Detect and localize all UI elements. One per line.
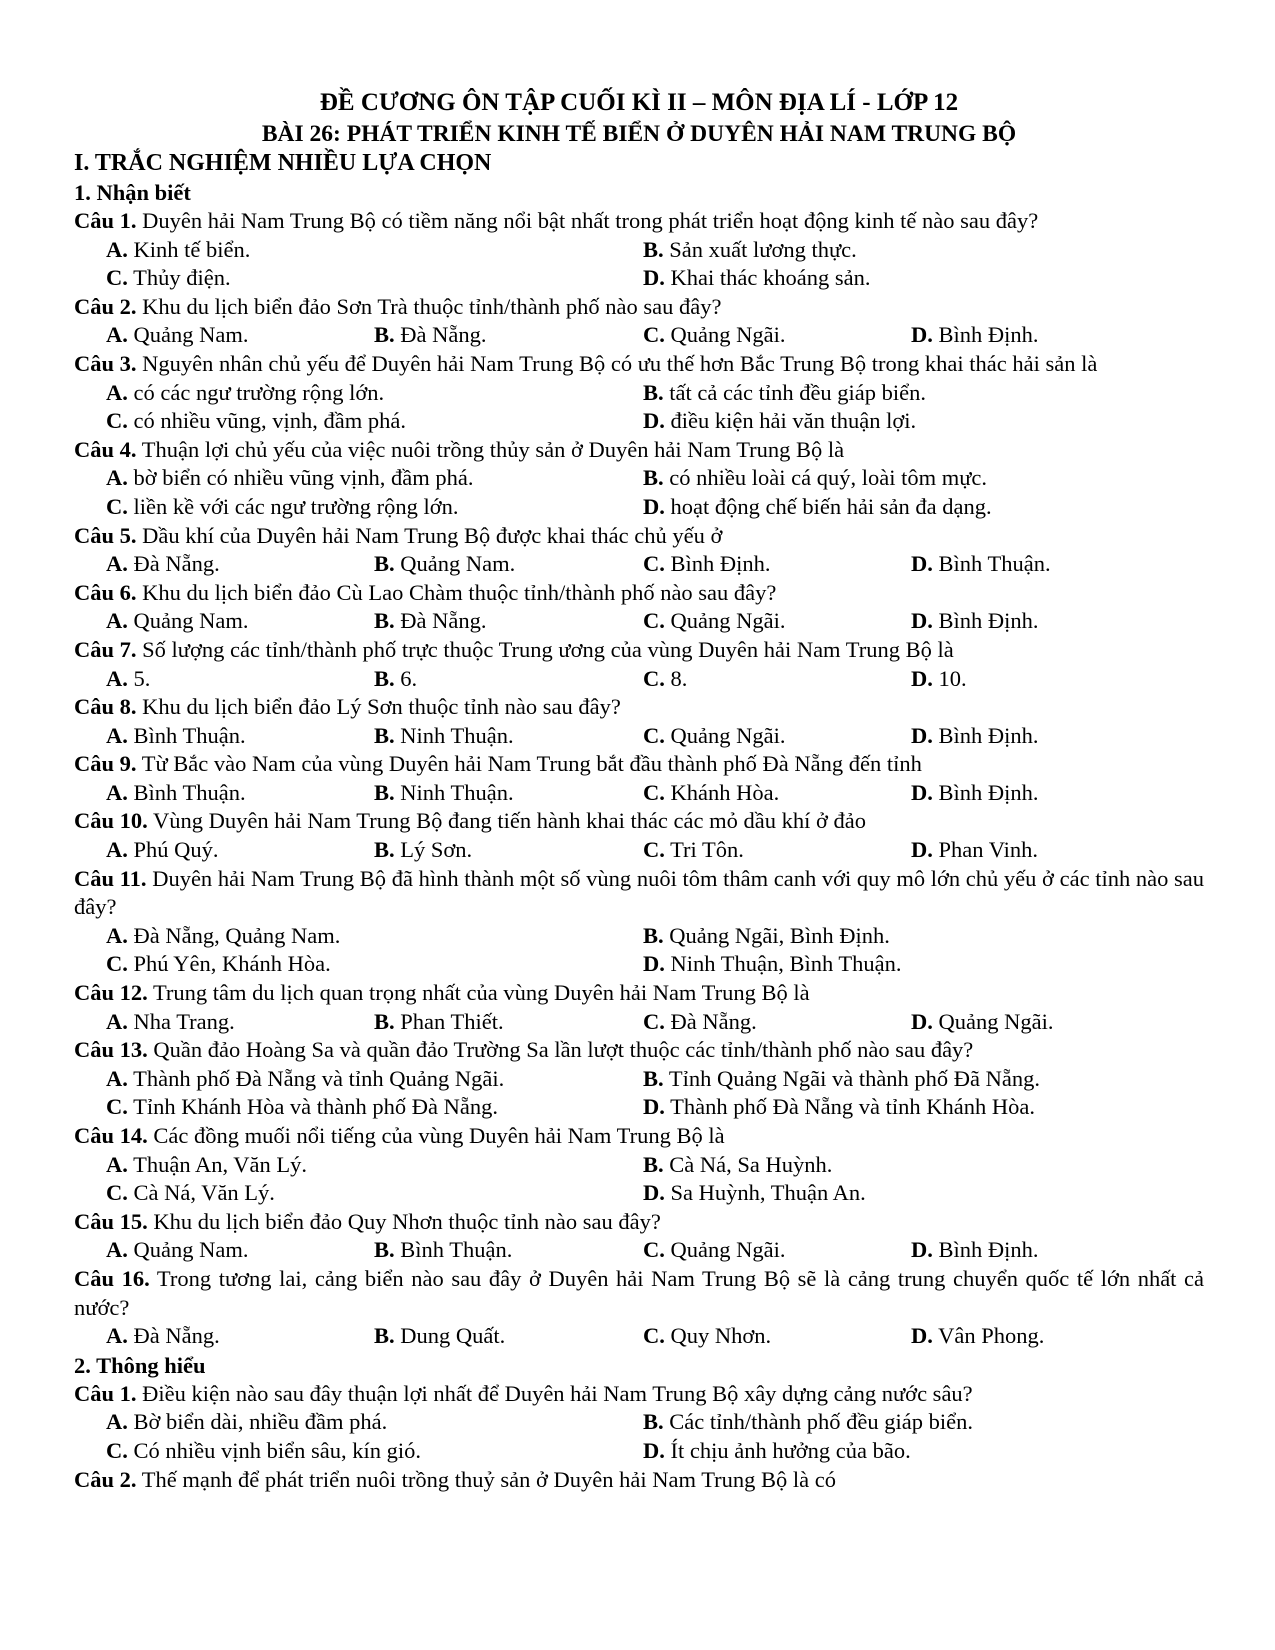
option-label: C. xyxy=(106,265,128,291)
answer-option xyxy=(374,779,643,808)
question-stem xyxy=(74,522,1204,551)
option-label: D. xyxy=(911,779,933,805)
answer-option xyxy=(106,1236,374,1265)
option-text: Quảng Nam. xyxy=(127,1237,249,1263)
answer-option xyxy=(643,665,911,694)
option-label: D. xyxy=(911,722,933,748)
option-text: Tri Tôn. xyxy=(664,837,744,863)
option-label: A. xyxy=(106,465,128,491)
option-label: A. xyxy=(106,236,128,262)
answer-options xyxy=(74,550,1204,579)
answer-option xyxy=(106,550,374,579)
answer-option xyxy=(374,1008,643,1037)
option-text: 10. xyxy=(932,665,967,691)
answer-option xyxy=(643,1437,1203,1466)
answer-option xyxy=(643,493,1203,522)
option-text: 8. xyxy=(664,665,688,691)
question-text: Khu du lịch biển đảo Quy Nhơn thuộc tỉnh nào sau đây? xyxy=(147,1208,661,1234)
question-stem xyxy=(74,293,1204,322)
question-stem xyxy=(74,636,1204,665)
question-text: Trong tương lai, cảng biển nào sau đây ở Duyên hải Nam Trung Bộ sẽ là cảng trung chuyển quốc tế lớn nhất cả nước? xyxy=(74,1265,1204,1320)
question-number: Câu 2. xyxy=(74,1466,137,1492)
option-text: Cà Ná, Sa Huỳnh. xyxy=(663,1151,833,1177)
answer-option xyxy=(106,236,643,265)
answer-options xyxy=(74,464,1204,521)
option-label: D. xyxy=(643,1180,665,1206)
option-label: D. xyxy=(911,608,933,634)
option-label: B. xyxy=(374,551,395,577)
option-label: B. xyxy=(374,779,395,805)
question-number: Câu 3. xyxy=(74,350,137,376)
question-text: Số lượng các tỉnh/thành phố trực thuộc Trung ương của vùng Duyên hải Nam Trung Bộ là xyxy=(136,636,954,662)
option-label: D. xyxy=(643,1437,665,1463)
answer-option xyxy=(106,1151,643,1180)
option-text: Bình Định. xyxy=(932,779,1039,805)
option-text: Cà Ná, Văn Lý. xyxy=(127,1180,275,1206)
answer-option xyxy=(374,836,643,865)
option-label: C. xyxy=(643,551,665,577)
option-text: 6. xyxy=(394,665,418,691)
answer-option xyxy=(106,1093,643,1122)
option-text: Bình Thuận. xyxy=(394,1237,513,1263)
answer-option xyxy=(643,321,911,350)
answer-option xyxy=(374,550,643,579)
answer-options xyxy=(74,779,1204,808)
option-text: bờ biển có nhiều vũng vịnh, đầm phá. xyxy=(127,465,474,491)
option-text: 5. xyxy=(127,665,151,691)
option-text: Thủy điện. xyxy=(127,265,231,291)
answer-option xyxy=(911,550,1201,579)
answer-option xyxy=(106,1408,643,1437)
answer-options xyxy=(74,665,1204,694)
answer-option xyxy=(643,722,911,751)
option-text: Bình Định. xyxy=(932,608,1039,634)
option-label: D. xyxy=(911,322,933,348)
option-text: Dung Quất. xyxy=(394,1323,506,1349)
answer-options xyxy=(74,321,1204,350)
question-stem xyxy=(74,207,1204,236)
option-label: A. xyxy=(106,722,128,748)
option-text: Đà Nẵng. xyxy=(394,322,487,348)
answer-options xyxy=(74,836,1204,865)
answer-option xyxy=(106,321,374,350)
option-text: có nhiều loài cá quý, loài tôm mực. xyxy=(663,465,988,491)
option-label: C. xyxy=(643,837,665,863)
answer-option xyxy=(643,550,911,579)
option-label: B. xyxy=(374,722,395,748)
answer-options xyxy=(74,1322,1204,1351)
question-text: Khu du lịch biển đảo Lý Sơn thuộc tỉnh nào sau đây? xyxy=(136,694,621,720)
option-text: Đà Nẵng. xyxy=(664,1008,757,1034)
option-label: C. xyxy=(106,408,128,434)
option-text: Quy Nhơn. xyxy=(664,1323,772,1349)
option-label: A. xyxy=(106,1323,128,1349)
answer-option xyxy=(374,1322,643,1351)
option-text: Kinh tế biển. xyxy=(127,236,251,262)
option-label: A. xyxy=(106,1237,128,1263)
option-label: A. xyxy=(106,379,128,405)
option-label: D. xyxy=(643,265,665,291)
option-text: Các tỉnh/thành phố đều giáp biển. xyxy=(663,1409,973,1435)
option-label: C. xyxy=(106,1437,128,1463)
option-text: Bình Định. xyxy=(932,1237,1039,1263)
option-label: B. xyxy=(374,837,395,863)
answer-option xyxy=(643,379,1203,408)
option-text: Ninh Thuận, Bình Thuận. xyxy=(664,951,902,977)
option-label: A. xyxy=(106,322,128,348)
answer-option xyxy=(374,321,643,350)
option-label: D. xyxy=(911,551,933,577)
option-text: Ninh Thuận. xyxy=(394,779,514,805)
answer-option xyxy=(106,1065,643,1094)
answer-option xyxy=(643,1093,1203,1122)
option-text: Bờ biển dài, nhiều đầm phá. xyxy=(127,1409,388,1435)
question-stem xyxy=(74,1466,1204,1495)
question-stem xyxy=(74,350,1204,379)
option-label: C. xyxy=(643,722,665,748)
question-number: Câu 12. xyxy=(74,980,148,1006)
question-text: Nguyên nhân chủ yếu để Duyên hải Nam Trung Bộ có ưu thế hơn Bắc Trung Bộ trong khai thác hải sản là xyxy=(136,350,1098,376)
answer-option xyxy=(643,464,1203,493)
answer-option xyxy=(106,950,643,979)
answer-option xyxy=(911,321,1201,350)
option-label: A. xyxy=(106,837,128,863)
document-page xyxy=(74,86,1204,1494)
answer-option xyxy=(911,1236,1201,1265)
option-text: Sa Huỳnh, Thuận An. xyxy=(664,1180,866,1206)
option-text: Quảng Ngãi. xyxy=(664,1237,786,1263)
option-text: Phan Thiết. xyxy=(394,1008,504,1034)
option-text: Thành phố Đà Nẵng và tỉnh Quảng Ngãi. xyxy=(127,1065,505,1091)
question-number: Câu 1. xyxy=(74,1380,137,1406)
option-text: Bình Định. xyxy=(664,551,771,577)
option-label: A. xyxy=(106,665,128,691)
question-stem xyxy=(74,1208,1204,1237)
section-heading: I. TRẮC NGHIỆM NHIỀU LỰA CHỌN xyxy=(74,150,492,176)
option-text: Quảng Ngãi. xyxy=(664,722,786,748)
option-label: A. xyxy=(106,1151,128,1177)
option-text: Đà Nẵng. xyxy=(394,608,487,634)
option-label: B. xyxy=(374,322,395,348)
answer-options xyxy=(74,1151,1204,1208)
answer-option xyxy=(106,779,374,808)
option-text: Khánh Hòa. xyxy=(664,779,780,805)
question-text: Thế mạnh để phát triển nuôi trồng thuỷ sản ở Duyên hải Nam Trung Bộ là có xyxy=(136,1466,837,1492)
answer-options xyxy=(74,1065,1204,1122)
option-label: B. xyxy=(374,1237,395,1263)
option-text: Bình Thuận. xyxy=(127,722,246,748)
option-text: Bình Định. xyxy=(932,322,1039,348)
question-number: Câu 16. xyxy=(74,1265,150,1291)
answer-option xyxy=(643,779,911,808)
option-label: D. xyxy=(643,951,665,977)
question-text: Dầu khí của Duyên hải Nam Trung Bộ được khai thác chủ yếu ở xyxy=(136,522,723,548)
option-label: A. xyxy=(106,779,128,805)
answer-option xyxy=(643,607,911,636)
option-label: D. xyxy=(911,1323,933,1349)
answer-option xyxy=(106,464,643,493)
option-label: C. xyxy=(106,1180,128,1206)
option-label: C. xyxy=(643,1008,665,1034)
answer-option xyxy=(106,922,643,951)
option-text: điều kiện hải văn thuận lợi. xyxy=(664,408,917,434)
question-text: Vùng Duyên hải Nam Trung Bộ đang tiến hành khai thác các mỏ dầu khí ở đảo xyxy=(147,808,866,834)
question-text: Quần đảo Hoàng Sa và quần đảo Trường Sa lần lượt thuộc các tỉnh/thành phố nào sau đây? xyxy=(147,1037,974,1063)
question-stem xyxy=(74,579,1204,608)
question-number: Câu 11. xyxy=(74,865,147,891)
answer-option xyxy=(643,836,911,865)
option-label: C. xyxy=(643,608,665,634)
option-label: C. xyxy=(106,951,128,977)
option-text: Phú Quý. xyxy=(127,837,219,863)
option-text: Thuận An, Văn Lý. xyxy=(127,1151,308,1177)
option-text: Đà Nẵng, Quảng Nam. xyxy=(127,922,341,948)
answer-option xyxy=(643,407,1203,436)
answer-option xyxy=(643,950,1203,979)
answer-options xyxy=(74,1408,1204,1465)
question-number: Câu 4. xyxy=(74,436,137,462)
question-stem xyxy=(74,807,1204,836)
question-stem xyxy=(74,1122,1204,1151)
answer-options xyxy=(74,922,1204,979)
option-label: B. xyxy=(643,465,664,491)
option-label: A. xyxy=(106,608,128,634)
option-text: Vân Phong. xyxy=(932,1323,1045,1349)
option-label: A. xyxy=(106,922,128,948)
question-text: Các đồng muối nổi tiếng của vùng Duyên hải Nam Trung Bộ là xyxy=(147,1123,725,1148)
option-label: A. xyxy=(106,1409,128,1435)
option-label: B. xyxy=(643,1151,664,1177)
option-label: C. xyxy=(643,1237,665,1263)
question-number: Câu 9. xyxy=(74,751,137,777)
question-number: Câu 13. xyxy=(74,1037,148,1063)
option-label: D. xyxy=(643,408,665,434)
answer-option xyxy=(374,722,643,751)
answer-option xyxy=(106,1322,374,1351)
answer-option xyxy=(106,1437,643,1466)
option-label: C. xyxy=(106,1094,128,1120)
answer-option xyxy=(911,779,1201,808)
option-text: Ninh Thuận. xyxy=(394,722,514,748)
option-text: tất cả các tỉnh đều giáp biển. xyxy=(663,379,927,405)
question-text: Trung tâm du lịch quan trọng nhất của vùng Duyên hải Nam Trung Bộ là xyxy=(147,980,810,1006)
option-label: D. xyxy=(911,1237,933,1263)
question-stem xyxy=(74,979,1204,1008)
question-text: Duyên hải Nam Trung Bộ có tiềm năng nổi bật nhất trong phát triển hoạt động kinh tế nào sau đây? xyxy=(136,208,1039,233)
option-text: Ít chịu ảnh hưởng của bão. xyxy=(664,1437,911,1463)
answer-option xyxy=(374,1236,643,1265)
question-number: Câu 15. xyxy=(74,1208,148,1234)
answer-option xyxy=(643,922,1203,951)
option-label: D. xyxy=(911,665,933,691)
option-label: A. xyxy=(106,1065,128,1091)
question-stem xyxy=(74,693,1204,722)
option-text: Tỉnh Quảng Ngãi và thành phố Đã Nẵng. xyxy=(663,1065,1041,1091)
option-label: B. xyxy=(643,1065,664,1091)
question-number: Câu 8. xyxy=(74,694,137,720)
option-label: B. xyxy=(374,608,395,634)
option-text: liền kề với các ngư trường rộng lớn. xyxy=(127,493,459,519)
answer-options xyxy=(74,236,1204,293)
answer-option xyxy=(643,264,1203,293)
level-heading: 2. Thông hiểu xyxy=(74,1352,206,1378)
question-text: Điều kiện nào sau đây thuận lợi nhất để Duyên hải Nam Trung Bộ xây dựng cảng nước sâu? xyxy=(136,1380,973,1406)
answer-option xyxy=(643,1322,911,1351)
question-stem xyxy=(74,1265,1204,1322)
option-text: Đà Nẵng. xyxy=(127,1323,220,1349)
option-label: C. xyxy=(643,665,665,691)
answer-option xyxy=(106,607,374,636)
option-text: Quảng Ngãi. xyxy=(664,322,786,348)
question-stem xyxy=(74,750,1204,779)
option-text: Bình Định. xyxy=(932,722,1039,748)
answer-options xyxy=(74,1236,1204,1265)
option-label: B. xyxy=(643,236,664,262)
lesson-subtitle: BÀI 26: PHÁT TRIỂN KINH TẾ BIỂN Ở DUYÊN HẢI NAM TRUNG BỘ xyxy=(261,121,1017,147)
option-text: Có nhiều vịnh biển sâu, kín gió. xyxy=(127,1437,421,1463)
answer-option xyxy=(374,607,643,636)
answer-options xyxy=(74,1008,1204,1037)
question-text: Thuận lợi chủ yếu của việc nuôi trồng thủy sản ở Duyên hải Nam Trung Bộ là xyxy=(136,436,845,462)
answer-option xyxy=(643,1065,1203,1094)
answer-option xyxy=(643,1151,1203,1180)
question-text: Duyên hải Nam Trung Bộ đã hình thành một số vùng nuôi tôm thâm canh với quy mô lớn chủ yếu ở các tỉnh nào sau đây? xyxy=(74,865,1204,920)
option-text: có các ngư trường rộng lớn. xyxy=(127,379,385,405)
option-label: D. xyxy=(643,493,665,519)
option-label: A. xyxy=(106,551,128,577)
option-label: A. xyxy=(106,1008,128,1034)
answer-option xyxy=(106,1179,643,1208)
option-text: có nhiều vũng, vịnh, đầm phá. xyxy=(127,408,406,434)
answer-option xyxy=(106,493,643,522)
option-label: D. xyxy=(911,837,933,863)
option-text: Quảng Ngãi. xyxy=(664,608,786,634)
option-text: Quảng Nam. xyxy=(394,551,516,577)
question-text: Khu du lịch biển đảo Sơn Trà thuộc tỉnh/thành phố nào sau đây? xyxy=(136,293,722,319)
option-text: Khai thác khoáng sản. xyxy=(664,265,871,291)
option-label: B. xyxy=(374,1323,395,1349)
answer-option xyxy=(106,1008,374,1037)
answer-option xyxy=(374,665,643,694)
option-text: Tỉnh Khánh Hòa và thành phố Đà Nẵng. xyxy=(127,1094,499,1120)
option-label: B. xyxy=(643,922,664,948)
answer-option xyxy=(911,836,1201,865)
answer-option xyxy=(643,236,1203,265)
question-number: Câu 6. xyxy=(74,579,137,605)
option-text: Thành phố Đà Nẵng và tỉnh Khánh Hòa. xyxy=(664,1094,1036,1120)
answer-option xyxy=(911,1008,1201,1037)
option-text: Bình Thuận. xyxy=(127,779,246,805)
option-label: C. xyxy=(643,1323,665,1349)
answer-options xyxy=(74,607,1204,636)
answer-option xyxy=(911,607,1201,636)
question-number: Câu 5. xyxy=(74,522,137,548)
option-text: Phú Yên, Khánh Hòa. xyxy=(127,951,331,977)
question-stem xyxy=(74,865,1204,922)
question-number: Câu 14. xyxy=(74,1123,148,1148)
answer-option xyxy=(106,407,643,436)
option-label: D. xyxy=(643,1094,665,1120)
answer-option xyxy=(643,1008,911,1037)
answer-option xyxy=(911,1322,1201,1351)
question-list xyxy=(74,178,1204,1494)
option-text: hoạt động chế biến hải sản đa dạng. xyxy=(664,493,992,519)
question-number: Câu 1. xyxy=(74,208,137,233)
option-text: Quảng Ngãi. xyxy=(932,1008,1054,1034)
option-label: D. xyxy=(911,1008,933,1034)
answer-options xyxy=(74,722,1204,751)
answer-option xyxy=(106,665,374,694)
option-label: B. xyxy=(374,1008,395,1034)
option-text: Quảng Ngãi, Bình Định. xyxy=(663,922,890,948)
answer-option xyxy=(643,1236,911,1265)
option-text: Lý Sơn. xyxy=(394,837,473,863)
option-text: Quảng Nam. xyxy=(127,608,249,634)
answer-option xyxy=(106,264,643,293)
option-text: Nha Trang. xyxy=(127,1008,235,1034)
question-stem xyxy=(74,436,1204,465)
question-stem xyxy=(74,1380,1204,1409)
question-number: Câu 7. xyxy=(74,636,137,662)
option-label: B. xyxy=(374,665,395,691)
answer-option xyxy=(106,836,374,865)
document-title: ĐỀ CƯƠNG ÔN TẬP CUỐI KÌ II – MÔN ĐỊA LÍ - LỚP 12 xyxy=(319,89,959,116)
option-label: C. xyxy=(643,322,665,348)
option-label: B. xyxy=(643,1409,664,1435)
level-heading: 1. Nhận biết xyxy=(74,180,191,205)
question-text: Khu du lịch biển đảo Cù Lao Chàm thuộc tỉnh/thành phố nào sau đây? xyxy=(136,579,777,605)
answer-option xyxy=(106,722,374,751)
question-number: Câu 2. xyxy=(74,293,137,319)
answer-option xyxy=(643,1179,1203,1208)
question-number: Câu 10. xyxy=(74,808,148,834)
answer-option xyxy=(106,379,643,408)
option-text: Bình Thuận. xyxy=(932,551,1051,577)
option-text: Sản xuất lương thực. xyxy=(663,236,857,262)
answer-options xyxy=(74,379,1204,436)
option-text: Đà Nẵng. xyxy=(127,551,220,577)
option-text: Phan Vinh. xyxy=(932,837,1038,863)
answer-option xyxy=(643,1408,1203,1437)
question-stem xyxy=(74,1036,1204,1065)
option-label: C. xyxy=(106,493,128,519)
option-label: C. xyxy=(643,779,665,805)
question-text: Từ Bắc vào Nam của vùng Duyên hải Nam Trung bắt đầu thành phố Đà Nẵng đến tỉnh xyxy=(136,751,922,777)
option-text: Quảng Nam. xyxy=(127,322,249,348)
option-label: B. xyxy=(643,379,664,405)
answer-option xyxy=(911,665,1201,694)
answer-option xyxy=(911,722,1201,751)
